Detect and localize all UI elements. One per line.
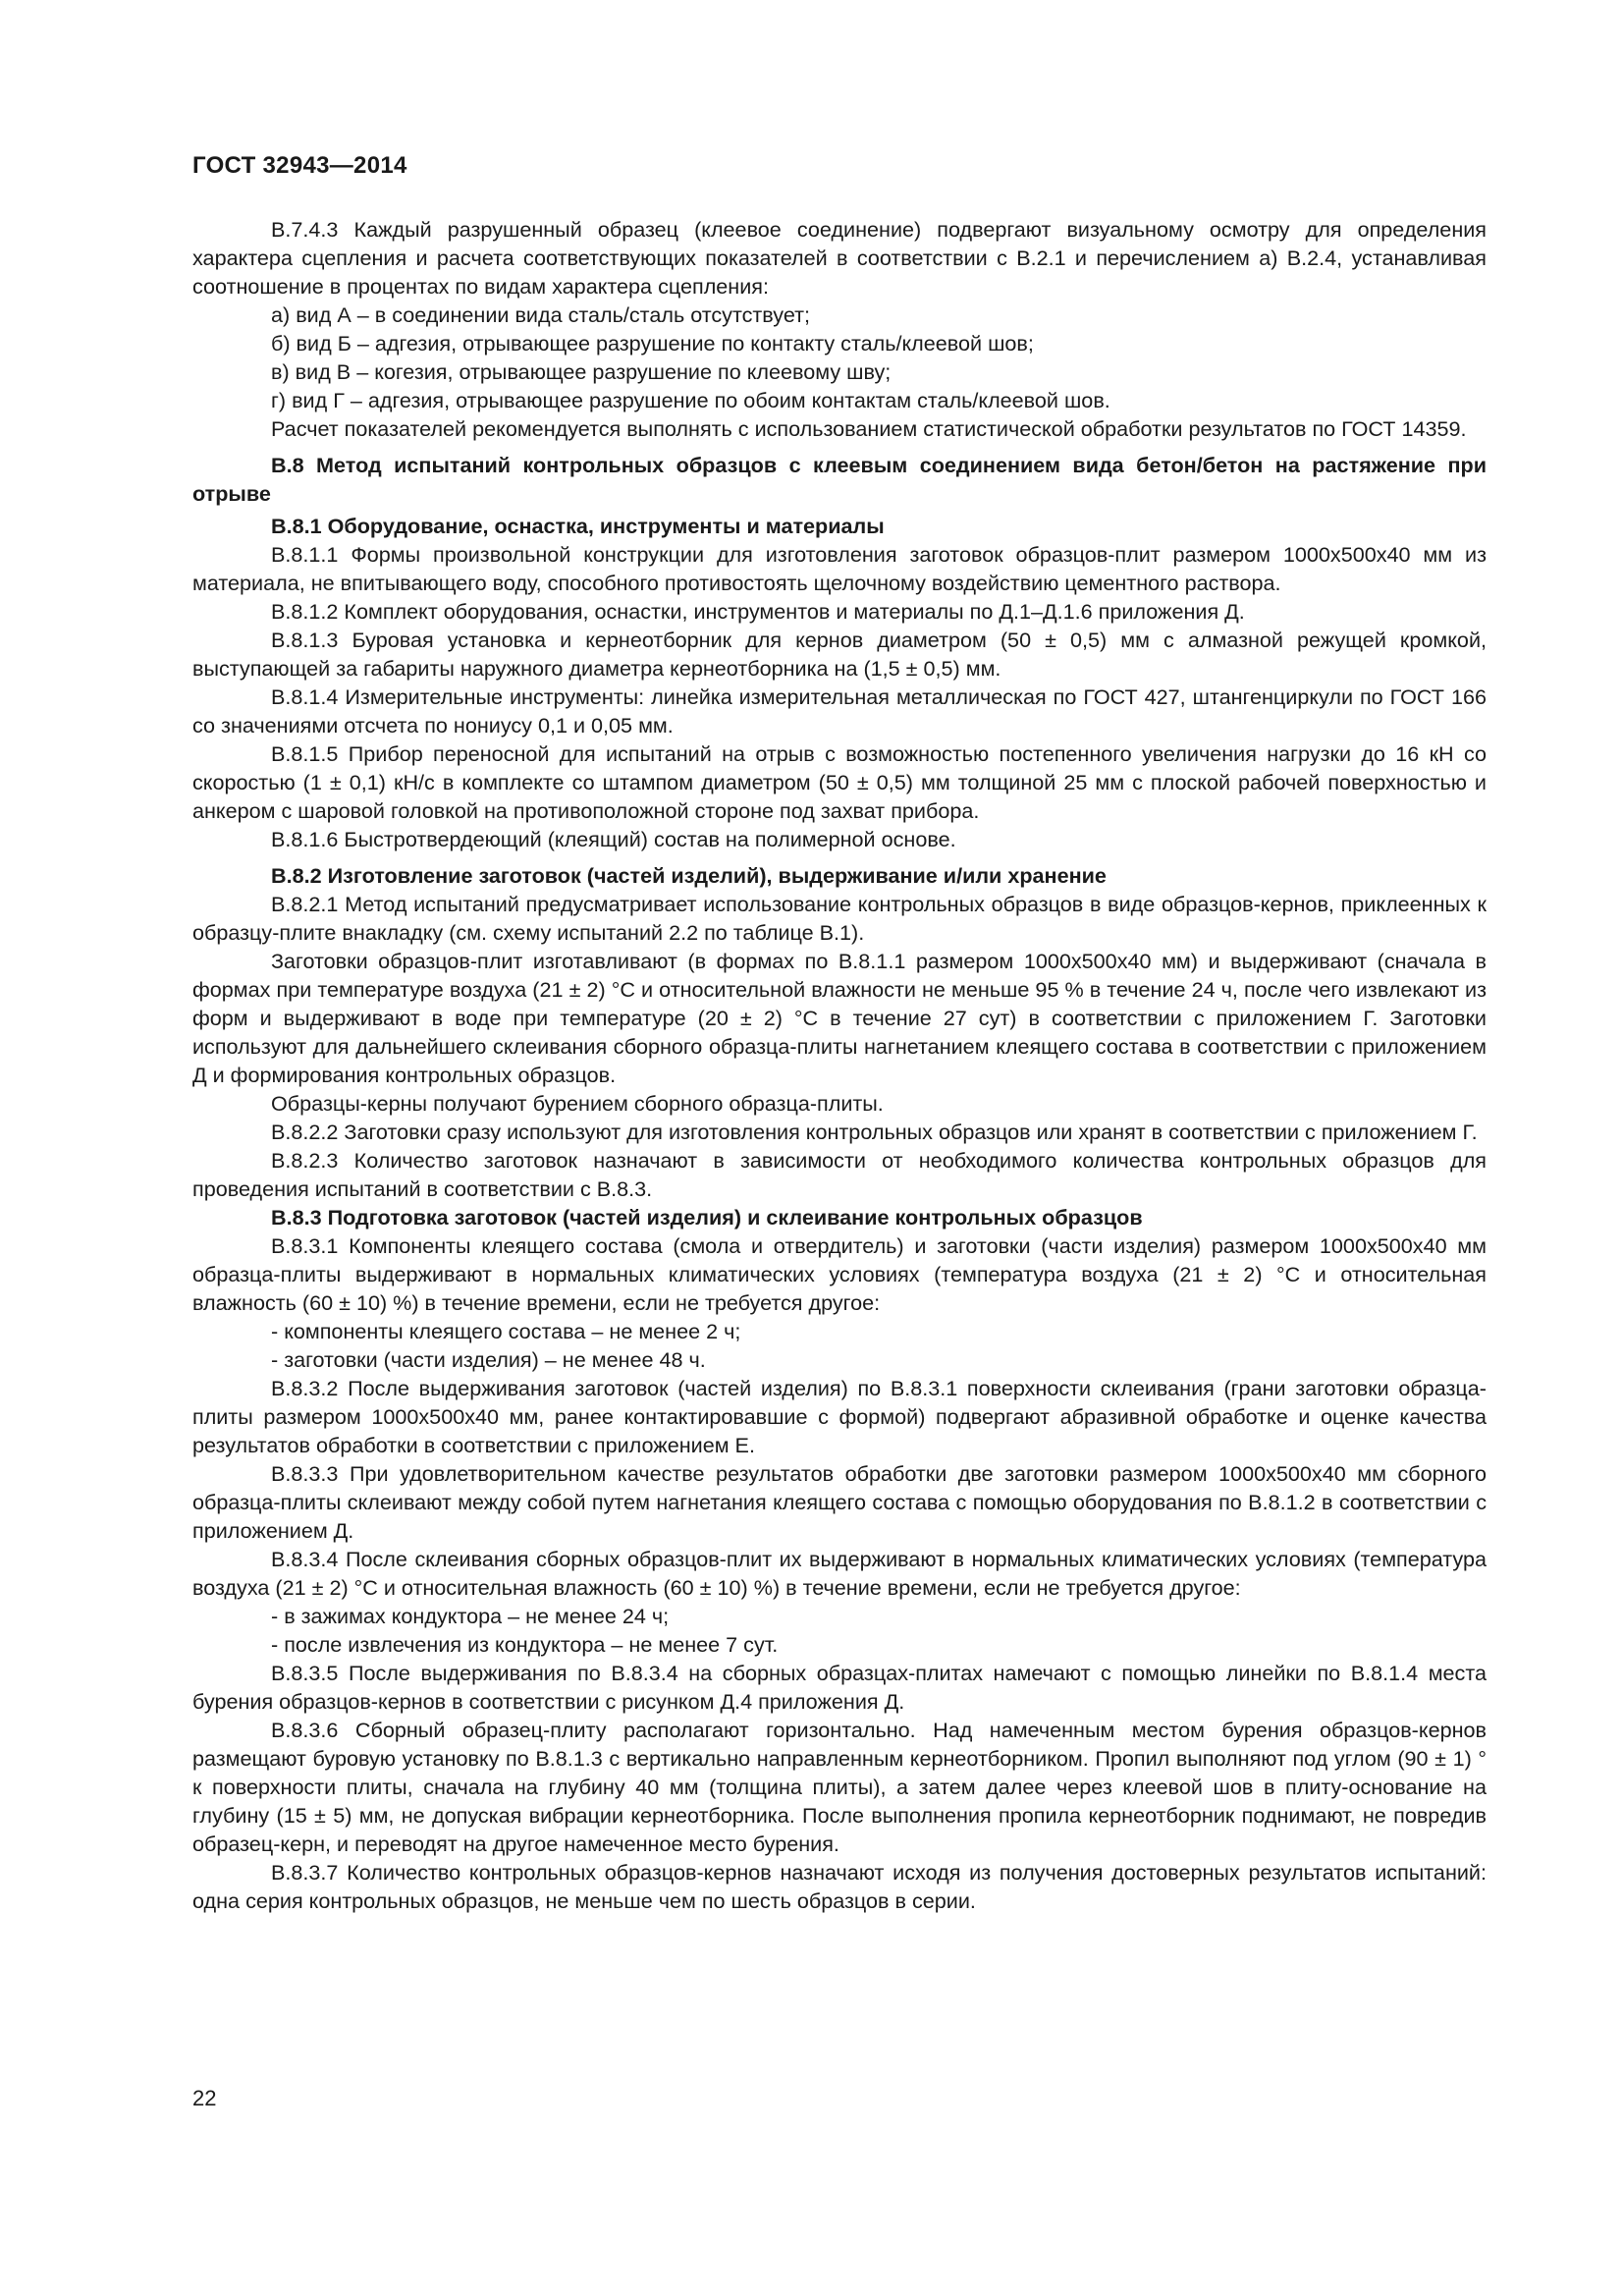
subsection-heading-b82: В.8.2 Изготовление заготовок (частей изделий), выдерживание и/или хранение [271,863,1107,888]
paragraph-b815: В.8.1.5 Прибор переносной для испытаний на отрыв с возможностью постепенного увеличения нагрузки до 16 кН со скоростью (1 ± 0,1) кН/с в комплекте со штампом диаметром (50 ± 0,5) мм толщиной 25 мм с плоской рабочей поверхностью и анкером с шаровой головкой на противоположной стороне под захват прибора. [192,741,1487,823]
paragraph-b812: В.8.1.2 Комплект оборудования, оснастки, инструментов и материалы по Д.1–Д.1.6 приложения Д. [271,599,1245,624]
paragraph-b821: В.8.2.1 Метод испытаний предусматривает использование контрольных образцов в виде образцов-кернов, приклеенных к образцу-плите внакладку (см. схему испытаний 2.2 по таблице В.1). [192,892,1487,945]
paragraph-b823: В.8.2.3 Количество заготовок назначают в зависимости от необходимого количества контрольных образцов для проведения испытаний в соответствии с В.8.3. [192,1148,1487,1201]
paragraph-b836: В.8.3.6 Сборный образец-плиту располагают горизонтально. Над намеченным местом бурения образцов-кернов размещают буровую установку по В.8.1.3 с вертикально направленным кернеотборником. Пропил выполняют под углом (90 ± 1) ° к поверхности плиты, сначала на глубину 40 мм (толщина плиты), а затем далее через клеевой шов в плиту-основание на глубину (15 ± 5) мм, не допуская вибрации кернеотборника. После выполнения пропила кернеотборник поднимают, не повредив образец-керн, и переводят на другое намеченное место бурения. [192,1718,1487,1856]
list-item: - после извлечения из кондуктора – не менее 7 сут. [271,1632,779,1657]
list-item: б) вид Б – адгезия, отрывающее разрушение по контакту сталь/клеевой шов; [271,331,1034,355]
paragraph-b837: В.8.3.7 Количество контрольных образцов-кернов назначают исходя из получения достоверных результатов испытаний: одна серия контрольных образцов, не меньше чем по шесть образцов в серии. [192,1860,1487,1913]
list-item: г) вид Г – адгезия, отрывающее разрушение по обоим контактам сталь/клеевой шов. [271,388,1110,412]
paragraph-b831: В.8.3.1 Компоненты клеящего состава (смола и отвердитель) и заготовки (части изделия) размером 1000х500х40 мм образца-плиты выдерживают в нормальных климатических условиях (температура воздуха (21 ± 2) °С и относительная влажность (60 ± 10) %) в течение времени, если не требуется другое: [192,1233,1487,1315]
document-body [192,215,1487,1915]
list-item: - в зажимах кондуктора – не менее 24 ч; [271,1604,670,1628]
paragraph-b822: В.8.2.2 Заготовки сразу используют для изготовления контрольных образцов или хранят в соответствии с приложением Г. [271,1120,1478,1144]
paragraph-b813: В.8.1.3 Буровая установка и кернеотборник для кернов диаметром (50 ± 0,5) мм с алмазной режущей кромкой, выступающей за габариты наружного диаметра кернеотборника на (1,5 ± 0,5) мм. [192,628,1487,681]
list-item: а) вид А – в соединении вида сталь/сталь отсутствует; [271,302,811,327]
paragraph-b814: В.8.1.4 Измерительные инструменты: линейка измерительная металлическая по ГОСТ 427, штангенциркули по ГОСТ 166 со значениями отсчета по нониусу 0,1 и 0,05 мм. [192,684,1487,738]
paragraph-b821-preparation: Заготовки образцов-плит изготавливают (в формах по В.8.1.1 размером 1000х500х40 мм) и выдерживают (сначала в формах при температуре воздуха (21 ± 2) °С и относительной влажности не меньше 95 % в течение 24 ч, после чего извлекают из форм и выдерживают в воде при температуре (20 ± 2) °С в течение 27 сут) в соответствии с приложением Г. Заготовки используют для дальнейшего склеивания сборного образца-плиты нагнетанием клеящего состава в соответствии с приложением Д и формирования контрольных образцов. [192,949,1487,1087]
paragraph-b816: В.8.1.6 Быстротвердеющий (клеящий) состав на полимерной основе. [271,827,956,851]
subsection-heading-b81: В.8.1 Оборудование, оснастка, инструменты и материалы [271,514,885,538]
list-item: в) вид В – когезия, отрывающее разрушение по клеевому шву; [271,359,892,384]
paragraph-b832: В.8.3.2 После выдерживания заготовок (частей изделия) по В.8.3.1 поверхности склеивания (грани заготовки образца-плиты размером 1000х500х40 мм, ранее контактировавшие с формой) подвергают абразивной обработке и оценке качества результатов обработки в соответствии с приложением Е. [192,1376,1487,1457]
paragraph-b835: В.8.3.5 После выдерживания по В.8.3.4 на сборных образцах-плитах намечают с помощью линейки по В.8.1.4 места бурения образцов-кернов в соответствии с рисунком Д.4 приложения Д. [192,1661,1487,1714]
subsection-heading-b83: В.8.3 Подготовка заготовок (частей изделия) и склеивание контрольных образцов [271,1205,1143,1230]
list-item: - заготовки (части изделия) – не менее 48 ч. [271,1347,706,1372]
section-heading-b8: В.8 Метод испытаний контрольных образцов с клеевым соединением вида бетон/бетон на растяжение при отрыве [192,453,1487,506]
paragraph-b743: В.7.4.3 Каждый разрушенный образец (клеевое соединение) подвергают визуальному осмотру для определения характера сцепления и расчета соответствующих показателей в соответствии с В.2.1 и перечислением а) В.2.4, устанавливая соотношение в процентах по видам характера сцепления: [192,217,1487,299]
paragraph-b834: В.8.3.4 После склеивания сборных образцов-плит их выдерживают в нормальных климатических условиях (температура воздуха (21 ± 2) °С и относительная влажность (60 ± 10) %) в течение времени, если не требуется другое: [192,1547,1487,1600]
list-item: - компоненты клеящего состава – не менее 2 ч; [271,1319,741,1343]
paragraph-b821-cores: Образцы-керны получают бурением сборного образца-плиты. [271,1091,884,1116]
paragraph-calculation-note: Расчет показателей рекомендуется выполнять с использованием статистической обработки результатов по ГОСТ 14359. [271,416,1467,441]
paragraph-b833: В.8.3.3 При удовлетворительном качестве результатов обработки две заготовки размером 1000х500х40 мм сборного образца-плиты склеивают между собой путем нагнетания клеящего состава с помощью оборудования по В.8.1.2 в соответствии с приложением Д. [192,1461,1487,1543]
paragraph-b811: В.8.1.1 Формы произвольной конструкции для изготовления заготовок образцов-плит размером 1000х500х40 мм из материала, не впитывающего воду, способного противостоять щелочному воздействию цементного раствора. [192,542,1487,595]
document-header: ГОСТ 32943—2014 [192,152,407,179]
page-number: 22 [192,2086,217,2110]
